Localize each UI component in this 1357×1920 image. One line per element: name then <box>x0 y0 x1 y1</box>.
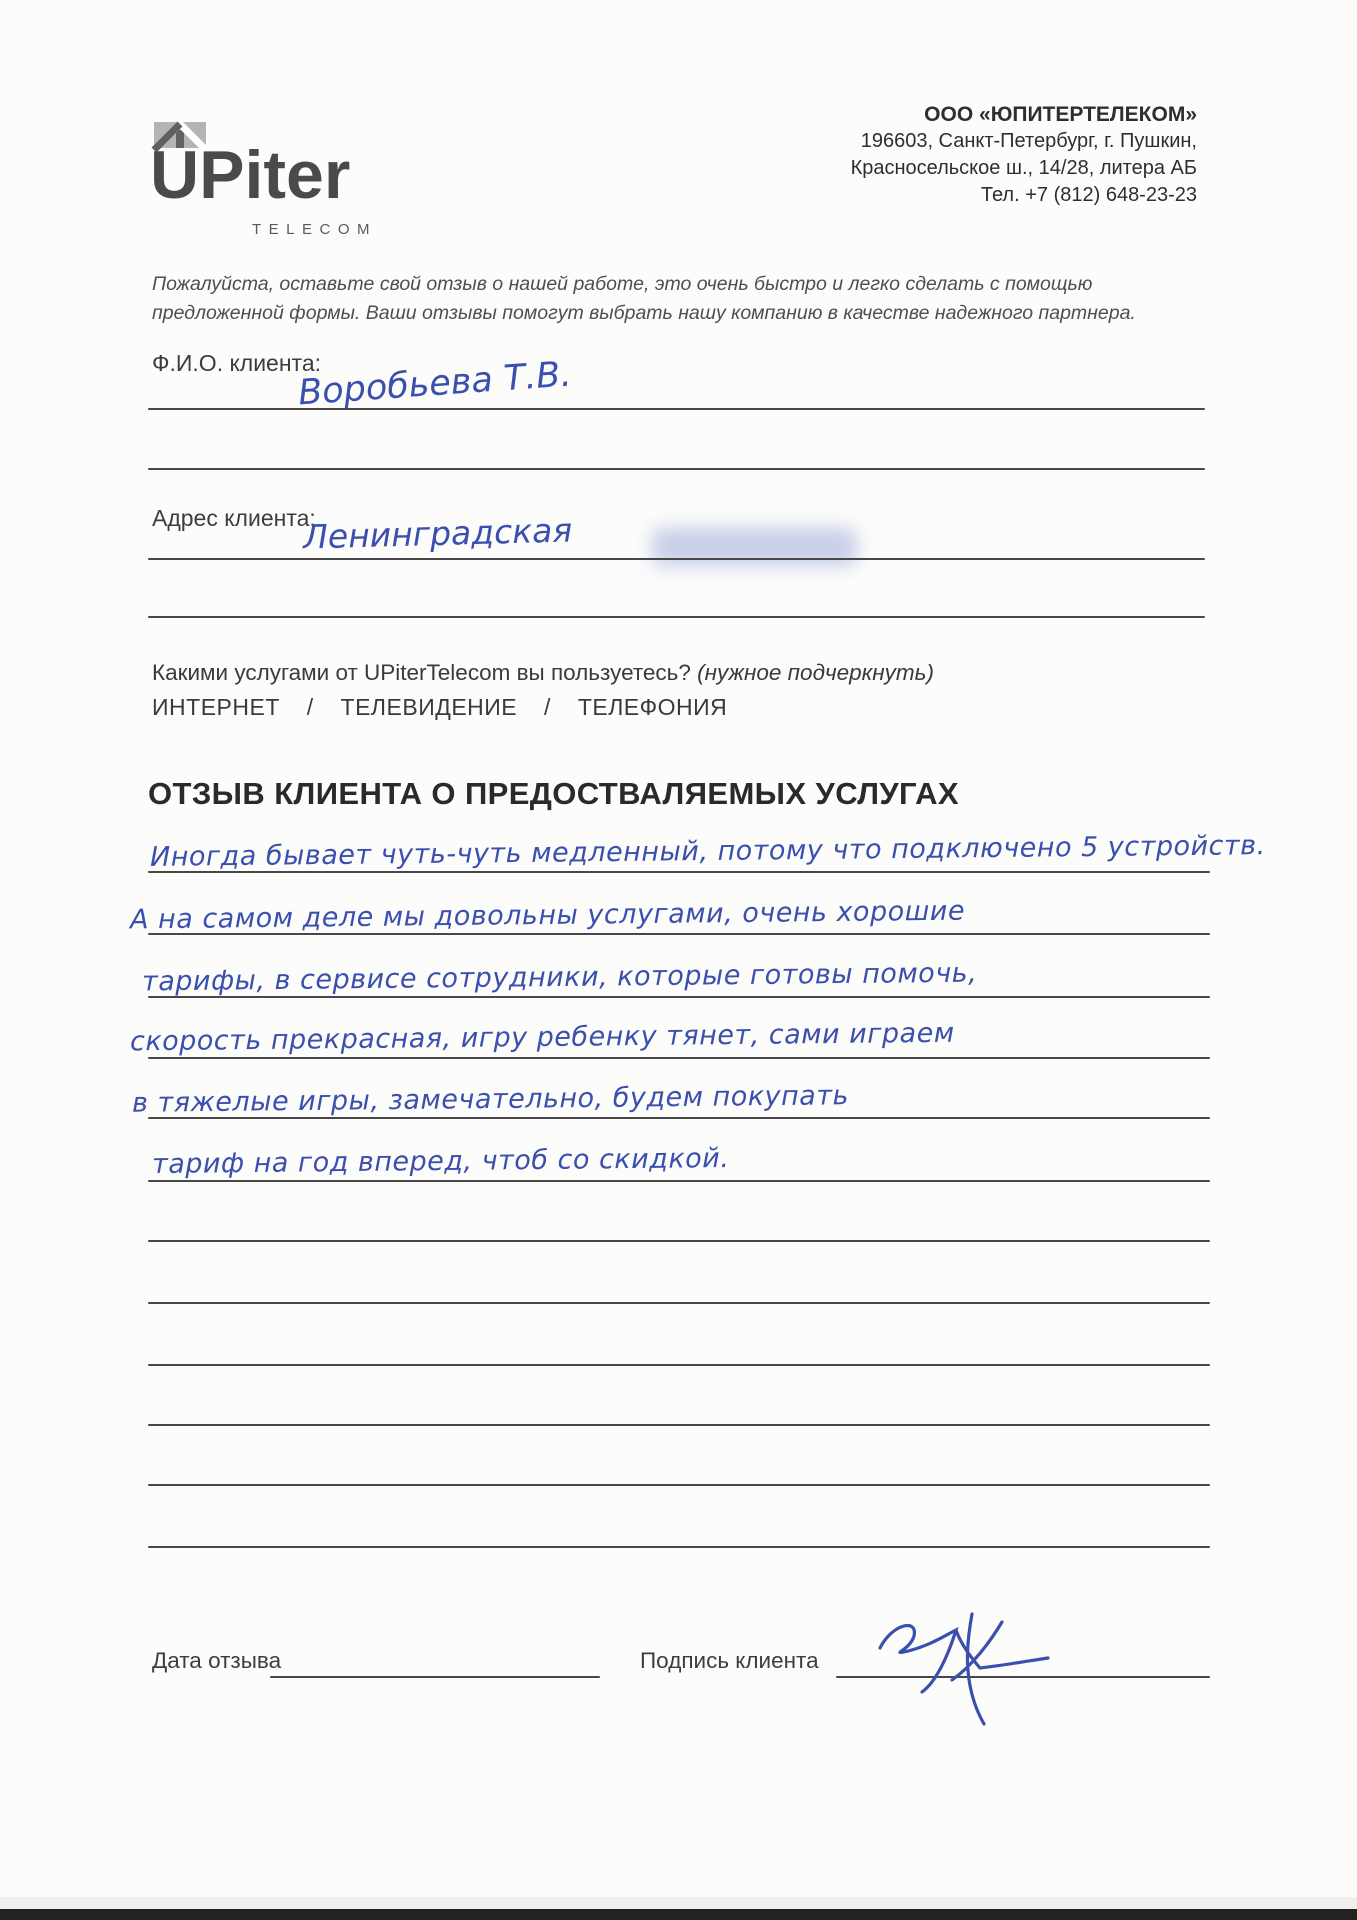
service-option-tv: ТЕЛЕВИДЕНИЕ <box>340 694 518 720</box>
review-line-empty <box>148 1364 1210 1366</box>
client-address-line1 <box>148 558 1205 560</box>
review-line <box>148 933 1210 935</box>
review-handwritten-line: Иногда бывает чуть-чуть медленный, потому что подключено 5 устройств. <box>149 830 1266 873</box>
review-line-empty <box>148 1546 1210 1548</box>
company-phone: Тел. +7 (812) 648-23-23 <box>980 184 1197 206</box>
review-line <box>148 1180 1210 1182</box>
client-name-handwritten: Воробьева Т.В. <box>296 354 573 414</box>
date-label: Дата отзыва <box>152 1648 282 1673</box>
client-address-label: Адрес клиента: <box>152 505 316 531</box>
review-handwritten-line: А на самом деле мы довольны услугами, очень хорошие <box>129 895 966 936</box>
service-separator: / <box>544 694 551 720</box>
date-line <box>270 1676 600 1678</box>
review-line-empty <box>148 1484 1210 1486</box>
brand-wordmark: UPiter <box>150 137 351 213</box>
review-line <box>148 1057 1210 1059</box>
company-address-line2: Красносельское ш., 14/28, литера АБ <box>850 157 1197 179</box>
service-option-phone: ТЕЛЕФОНИЯ <box>577 694 728 720</box>
review-handwritten-line: в тяжелые игры, замечательно, будем покупать <box>131 1080 850 1119</box>
service-separator: / <box>306 694 314 720</box>
review-line-empty <box>148 1240 1210 1242</box>
services-question-text: Какими услугами от UPiterTelecom вы пользуетесь? <box>152 660 691 685</box>
company-info-block <box>851 101 1197 209</box>
redacted-blur <box>652 528 857 566</box>
intro-line1: Пожалуйста, оставьте свой отзыв о нашей работе, это очень быстро и легко сделать с помощью <box>152 273 1093 295</box>
review-line <box>148 871 1210 873</box>
intro-line2: предложенной формы. Ваши отзывы помогут выбрать нашу компанию в качестве надежного партнера. <box>152 302 1136 324</box>
review-heading: ОТЗЫВ КЛИЕНТА О ПРЕДОСТВАЛЯЕМЫХ УСЛУГАХ <box>148 776 959 811</box>
client-address-line2 <box>148 616 1205 618</box>
review-handwritten-line: скорость прекрасная, игру ребенку тянет, сами играем <box>129 1017 955 1058</box>
review-line-empty <box>148 1424 1210 1426</box>
review-line-empty <box>148 1302 1210 1304</box>
review-handwritten-line: тариф на год вперед, чтоб со скидкой. <box>151 1142 730 1181</box>
client-address-handwritten: Ленинградская <box>302 510 573 557</box>
review-handwritten-line: тарифы, в сервисе сотрудники, которые готовы помочь, <box>141 957 978 998</box>
client-name-line1 <box>148 408 1205 410</box>
client-name-line2 <box>148 468 1205 470</box>
brand-subtitle: TELECOM <box>252 221 378 238</box>
client-name-label: Ф.И.О. клиента: <box>152 350 322 376</box>
service-option-internet: ИНТЕРНЕТ <box>152 694 280 720</box>
company-address-line1: 196603, Санкт-Петербург, г. Пушкин, <box>860 130 1197 152</box>
services-options <box>152 694 727 721</box>
services-question-note: (нужное подчеркнуть) <box>697 660 934 685</box>
scan-edge-dark <box>0 1909 1357 1920</box>
services-question <box>152 660 934 686</box>
signature-label: Подпись клиента <box>640 1648 819 1673</box>
company-name: ООО «ЮПИТЕРТЕЛЕКОМ» <box>924 103 1197 126</box>
review-line <box>148 996 1210 998</box>
review-line <box>148 1117 1210 1119</box>
signature-handwritten <box>852 1596 1072 1731</box>
intro-paragraph <box>152 270 1152 328</box>
